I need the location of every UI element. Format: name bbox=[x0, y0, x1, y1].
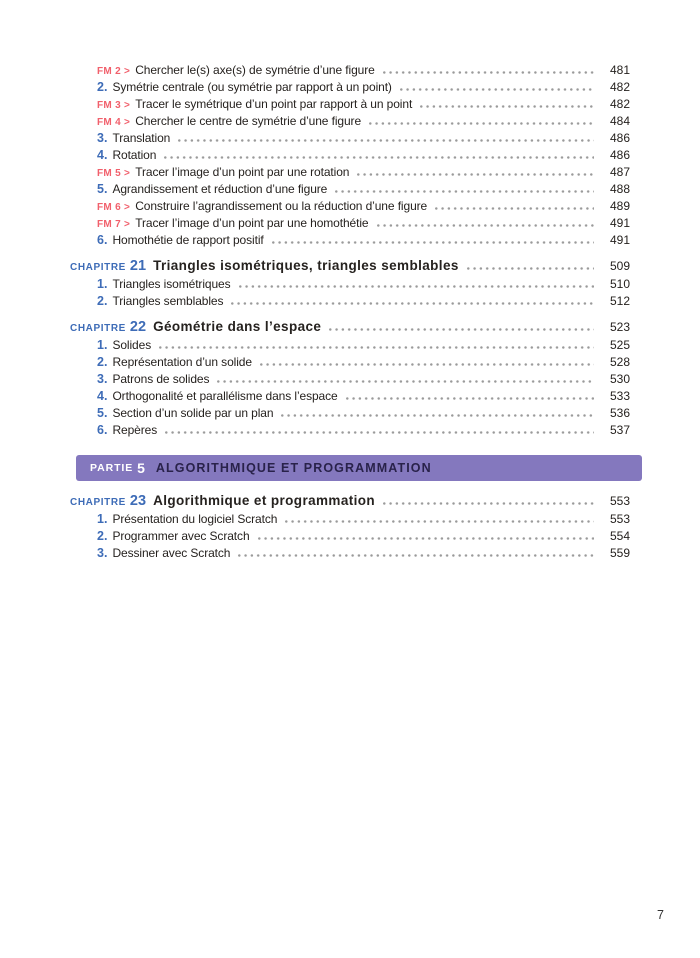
toc-entry bbox=[70, 147, 630, 164]
dot-leader bbox=[285, 520, 594, 523]
page-number: 481 bbox=[609, 63, 630, 77]
chapter-number: 23 bbox=[129, 493, 147, 509]
fm-tag: FM 7 > bbox=[97, 219, 131, 230]
page-number: 554 bbox=[609, 529, 630, 543]
dot-leader bbox=[231, 302, 594, 305]
entry-label: Triangles isométriques bbox=[112, 277, 231, 291]
item-number: 3. bbox=[97, 372, 108, 386]
toc-entry bbox=[70, 198, 630, 215]
page-number: 486 bbox=[609, 131, 630, 145]
toc-entry bbox=[70, 113, 630, 130]
dot-leader bbox=[329, 328, 594, 331]
item-number: 6. bbox=[97, 233, 108, 247]
entry-label: Repères bbox=[112, 423, 158, 437]
chapter-word: CHAPITRE bbox=[70, 323, 126, 334]
item-number: 1. bbox=[97, 338, 108, 352]
dot-leader bbox=[467, 267, 594, 270]
toc-entry bbox=[70, 337, 630, 354]
chapter-word: CHAPITRE bbox=[70, 262, 126, 273]
dot-leader bbox=[260, 363, 594, 366]
item-number: 2. bbox=[97, 294, 108, 308]
page-number: 488 bbox=[609, 182, 630, 196]
dot-leader bbox=[164, 156, 594, 159]
entry-label: Représentation d’un solide bbox=[112, 355, 252, 369]
page-number: 510 bbox=[609, 277, 630, 291]
entry-label: Solides bbox=[112, 338, 152, 352]
page-number: 491 bbox=[609, 216, 630, 230]
page-number: 512 bbox=[609, 294, 630, 308]
part-word: PARTIE bbox=[90, 462, 134, 474]
dot-leader bbox=[239, 285, 594, 288]
page-number: 482 bbox=[609, 97, 630, 111]
item-number: 2. bbox=[97, 80, 108, 94]
dot-leader bbox=[383, 71, 594, 74]
item-number: 5. bbox=[97, 406, 108, 420]
chapter-title: Algorithmique et programmation bbox=[153, 493, 376, 508]
toc-entry bbox=[70, 371, 630, 388]
fm-tag: FM 4 > bbox=[97, 117, 131, 128]
item-number: 4. bbox=[97, 389, 108, 403]
page-number: 537 bbox=[609, 423, 630, 437]
entry-label: Triangles semblables bbox=[112, 294, 224, 308]
page-number: 528 bbox=[609, 355, 630, 369]
page-number: 523 bbox=[609, 320, 630, 334]
entry-label: Tracer le symétrique d’un point par rapport à un point bbox=[135, 97, 413, 111]
entry-label: Tracer l’image d’un point par une homothétie bbox=[135, 216, 369, 230]
dot-leader bbox=[165, 431, 594, 434]
toc-entry bbox=[70, 354, 630, 371]
fm-tag: FM 3 > bbox=[97, 100, 131, 111]
dot-leader bbox=[377, 224, 595, 227]
part-banner bbox=[76, 455, 642, 481]
dot-leader bbox=[420, 105, 594, 108]
entry-label: Orthogonalité et parallélisme dans l’espace bbox=[112, 389, 338, 403]
page-number: 559 bbox=[609, 546, 630, 560]
item-number: 1. bbox=[97, 512, 108, 526]
chapter-heading-21 bbox=[70, 256, 630, 276]
chapter-number: 21 bbox=[129, 258, 147, 274]
item-number: 2. bbox=[97, 529, 108, 543]
page-number: 553 bbox=[609, 494, 630, 508]
toc-entry bbox=[70, 511, 630, 528]
dot-leader bbox=[272, 241, 594, 244]
dot-leader bbox=[281, 414, 594, 417]
dot-leader bbox=[400, 88, 594, 91]
page-number: 530 bbox=[609, 372, 630, 386]
entry-label: Patrons de solides bbox=[112, 372, 210, 386]
toc-entry bbox=[70, 276, 630, 293]
page-number: 486 bbox=[609, 148, 630, 162]
item-number: 3. bbox=[97, 546, 108, 560]
dot-leader bbox=[357, 173, 594, 176]
entry-label: Agrandissement et réduction d’une figure bbox=[112, 182, 328, 196]
entry-label: Homothétie de rapport positif bbox=[112, 233, 264, 247]
toc-entry bbox=[70, 215, 630, 232]
toc-entry bbox=[70, 79, 630, 96]
page-number: 533 bbox=[609, 389, 630, 403]
dot-leader bbox=[159, 346, 594, 349]
page-number: 509 bbox=[609, 259, 630, 273]
entry-label: Dessiner avec Scratch bbox=[112, 546, 231, 560]
entry-label: Section d’un solide par un plan bbox=[112, 406, 274, 420]
toc-entry bbox=[70, 164, 630, 181]
item-number: 1. bbox=[97, 277, 108, 291]
entry-label: Programmer avec Scratch bbox=[112, 529, 250, 543]
toc-entry bbox=[70, 181, 630, 198]
toc-entry bbox=[70, 130, 630, 147]
item-number: 5. bbox=[97, 182, 108, 196]
part-number: 5 bbox=[137, 460, 145, 476]
entry-label: Rotation bbox=[112, 148, 157, 162]
page-number: 484 bbox=[609, 114, 630, 128]
part-title: ALGORITHMIQUE ET PROGRAMMATION bbox=[155, 461, 432, 475]
toc-entry bbox=[70, 293, 630, 310]
dot-leader bbox=[258, 537, 594, 540]
item-number: 3. bbox=[97, 131, 108, 145]
entry-label: Symétrie centrale (ou symétrie par rapport à un point) bbox=[112, 80, 392, 94]
item-number: 4. bbox=[97, 148, 108, 162]
entry-label: Présentation du logiciel Scratch bbox=[112, 512, 278, 526]
toc-entry bbox=[70, 232, 630, 249]
toc-entry bbox=[70, 388, 630, 405]
toc-entry bbox=[70, 422, 630, 439]
page-number: 491 bbox=[609, 233, 630, 247]
entry-label: Construire l’agrandissement ou la réduction d’une figure bbox=[135, 199, 428, 213]
toc-content bbox=[70, 62, 630, 562]
chapter-word: CHAPITRE bbox=[70, 497, 126, 508]
entry-label: Chercher le centre de symétrie d’une figure bbox=[135, 114, 362, 128]
chapter-title: Triangles isométriques, triangles semblables bbox=[153, 258, 459, 273]
entry-label: Chercher le(s) axe(s) de symétrie d’une figure bbox=[135, 63, 375, 77]
dot-leader bbox=[346, 397, 594, 400]
fm-tag: FM 5 > bbox=[97, 168, 131, 179]
dot-leader bbox=[435, 207, 594, 210]
chapter-heading-23 bbox=[70, 491, 630, 511]
fm-tag: FM 2 > bbox=[97, 66, 131, 77]
page-number: 487 bbox=[609, 165, 630, 179]
chapter-number: 22 bbox=[129, 319, 147, 335]
toc-entry bbox=[70, 545, 630, 562]
dot-leader bbox=[217, 380, 594, 383]
entry-label: Tracer l’image d’un point par une rotation bbox=[135, 165, 350, 179]
page-number: 482 bbox=[609, 80, 630, 94]
fm-tag: FM 6 > bbox=[97, 202, 131, 213]
toc-entry bbox=[70, 96, 630, 113]
chapter-heading-22 bbox=[70, 317, 630, 337]
dot-leader bbox=[369, 122, 594, 125]
page-number: 489 bbox=[609, 199, 630, 213]
dot-leader bbox=[238, 554, 594, 557]
chapter-title: Géométrie dans l’espace bbox=[153, 319, 322, 334]
page-number: 525 bbox=[609, 338, 630, 352]
entry-label: Translation bbox=[112, 131, 171, 145]
page-number: 553 bbox=[609, 512, 630, 526]
page-number: 536 bbox=[609, 406, 630, 420]
dot-leader bbox=[335, 190, 594, 193]
item-number: 6. bbox=[97, 423, 108, 437]
folio-page-number: 7 bbox=[657, 908, 664, 922]
item-number: 2. bbox=[97, 355, 108, 369]
toc-entry bbox=[70, 62, 630, 79]
dot-leader bbox=[383, 502, 594, 505]
toc-entry bbox=[70, 405, 630, 422]
dot-leader bbox=[178, 139, 594, 142]
toc-entry bbox=[70, 528, 630, 545]
